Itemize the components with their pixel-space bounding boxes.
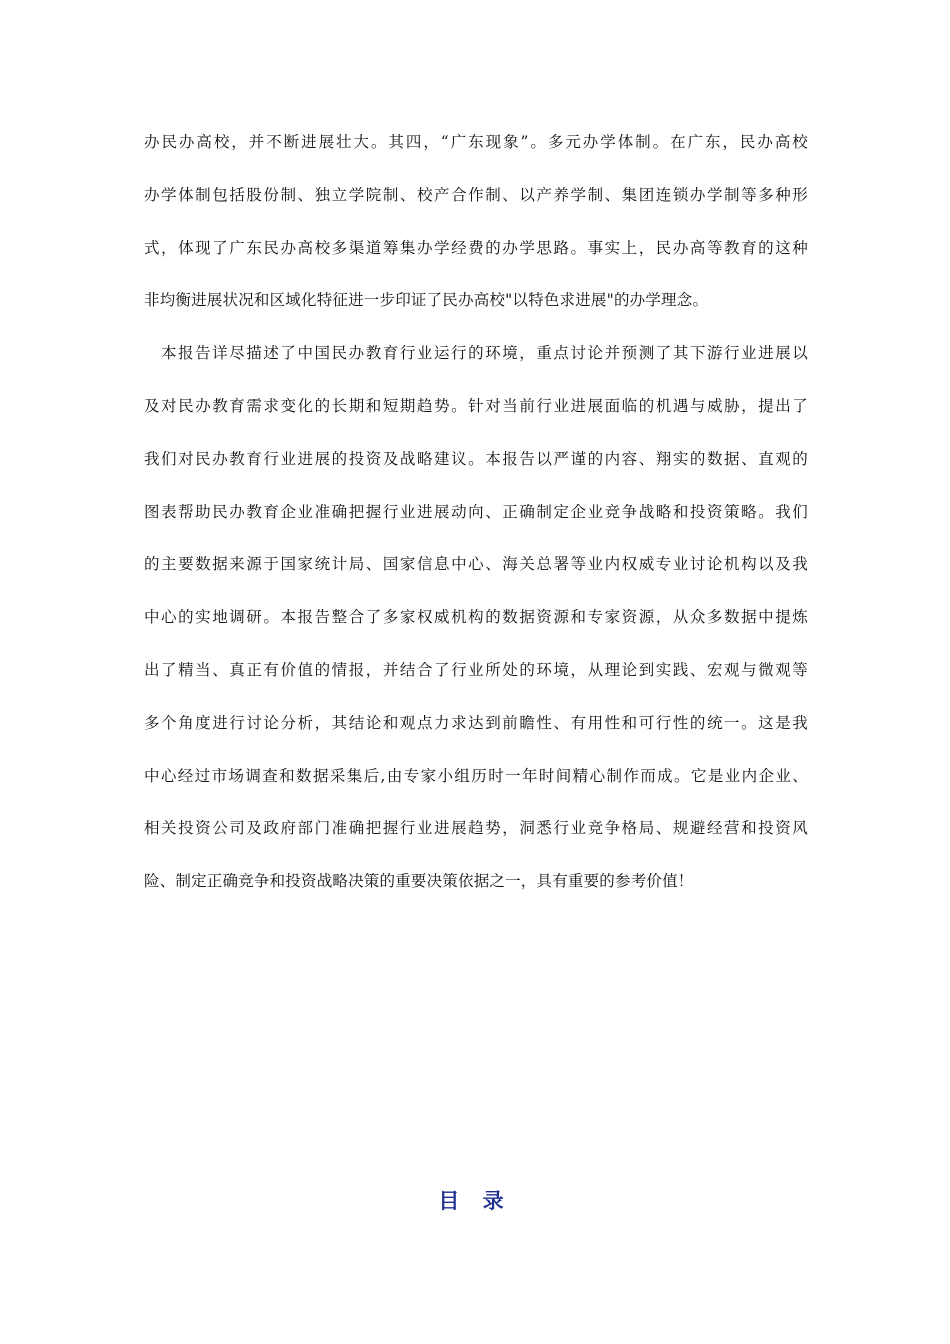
paragraph-1-line-4: 非均衡进展状况和区域化特征进一步印证了民办高校"以特色求进展"的办学理念。: [144, 291, 709, 310]
paragraph-2-line-7: 出了精当、真正有价值的情报，并结合了行业所处的环境，从理论到实践、宏观与微观等: [144, 660, 808, 679]
body-text: [144, 124, 808, 916]
paragraph-2-line-6: 中心的实地调研。本报告整合了多家权威机构的数据资源和专家资源，从众多数据中提炼: [144, 608, 808, 627]
paragraph-2-line-4: 图表帮助民办教育企业准确把握行业进展动向、正确制定企业竞争战略和投资策略。我们: [144, 502, 808, 521]
paragraph-1-line-3: 式，体现了广东民办高校多渠道筹集办学经费的办学思路。事实上，民办高等教育的这种: [144, 238, 808, 257]
paragraph-2-line-10: 相关投资公司及政府部门准确把握行业进展趋势，洞悉行业竞争格局、规避经营和投资风: [144, 819, 808, 838]
paragraph-2-line-5: 的主要数据来源于国家统计局、国家信息中心、海关总署等业内权威专业讨论机构以及我: [144, 555, 808, 574]
paragraph-2-line-11: 险、制定正确竞争和投资战略决策的重要决策依据之一，具有重要的参考价值！: [144, 872, 694, 891]
paragraph-2-line-3: 我们对民办教育行业进展的投资及战略建议。本报告以严谨的内容、翔实的数据、直观的: [144, 449, 808, 468]
toc-title: 目 录: [438, 1189, 512, 1213]
paragraph-2-line-8: 多个角度进行讨论分析，其结论和观点力求达到前瞻性、有用性和可行性的统一。这是我: [144, 713, 808, 732]
paragraph-2-line-2: 及对民办教育需求变化的长期和短期趋势。针对当前行业进展面临的机遇与威胁，提出了: [144, 396, 808, 415]
paragraph-1-line-1: 办民办高校，并不断进展壮大。其四，“广东现象”。多元办学体制。在广东，民办高校: [144, 133, 808, 151]
paragraph-2-line-1: 本报告详尽描述了中国民办教育行业运行的环境，重点讨论并预测了其下游行业进展以: [161, 344, 808, 363]
paragraph-1-line-2: 办学体制包括股份制、独立学院制、校产合作制、以产养学制、集团连锁办学制等多种形: [144, 185, 808, 204]
paragraph-2-line-9: 中心经过市场调查和数据采集后,由专家小组历时一年时间精心制作而成。它是业内企业、: [144, 766, 808, 785]
